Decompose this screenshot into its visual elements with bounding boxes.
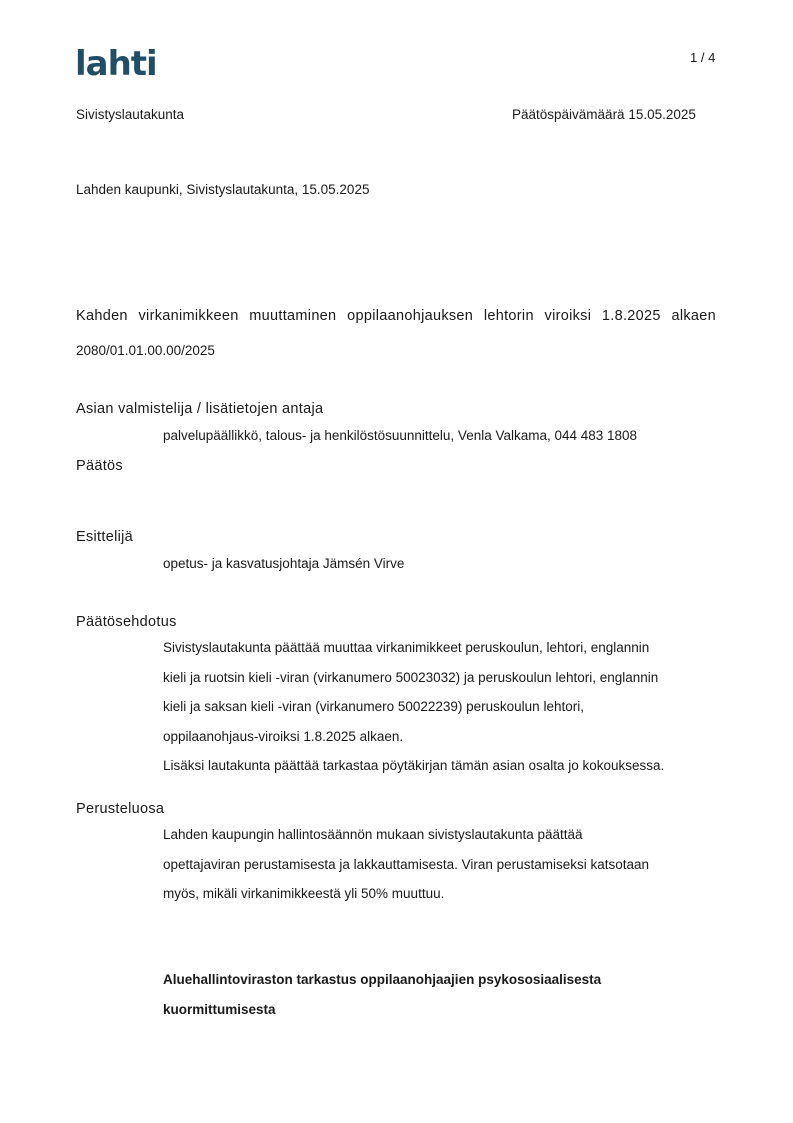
board-name: Sivistyslautakunta [76, 107, 185, 122]
rationale-line: Lahden kaupungin hallintosäännön mukaan sivistyslautakunta päättää [163, 827, 583, 842]
proposal-body [163, 633, 723, 781]
proposal-line: Sivistyslautakunta päättää muuttaa virkanimikkeet peruskoulun, lehtori, englannin [163, 640, 650, 655]
rationale-line: myös, mikäli virkanimikkeestä yli 50% muuttuu. [163, 886, 445, 901]
preparer-heading: Asian valmistelija / lisätietojen antaja [76, 401, 324, 417]
subheading-line: kuormittumisesta [163, 1001, 276, 1017]
subheading-line: Aluehallintoviraston tarkastus oppilaanohjaajien psykososiaalisesta [163, 972, 602, 987]
meeting-line: Lahden kaupunki, Sivistyslautakunta, 15.05.2025 [76, 182, 370, 197]
rationale-heading: Perusteluosa [76, 801, 165, 817]
proposal-line: Lisäksi lautakunta päättää tarkastaa pöytäkirjan tämän asian osalta jo kokouksessa. [163, 758, 665, 773]
rationale-line: opettajaviran perustamisesta ja lakkauttamisesta. Viran perustamiseksi katsotaan [163, 856, 649, 872]
section-subheading [163, 965, 723, 1024]
proposal-line: kieli ja ruotsin kieli -viran (virkanumero 50023032) ja peruskoulun lehtori, englannin [163, 669, 659, 685]
proposal-line: oppilaanohjaus-viroiksi 1.8.2025 alkaen. [163, 728, 404, 744]
document-title: Kahden virkanimikkeen muuttaminen oppilaanohjauksen lehtorin viroiksi 1.8.2025 alkaen [76, 308, 716, 324]
page-number: 1 / 4 [690, 50, 716, 65]
rationale-body [163, 820, 723, 909]
lahti-logo: lahti [75, 44, 157, 84]
presenter-text: opetus- ja kasvatusjohtaja Jämsén Virve [163, 556, 405, 571]
decision-heading: Päätös [76, 458, 123, 474]
decision-date: Päätöspäivämäärä 15.05.2025 [512, 107, 696, 122]
proposal-line: kieli ja saksan kieli -viran (virkanumero 50022239) peruskoulun lehtori, [163, 699, 584, 714]
preparer-text: palvelupäällikkö, talous- ja henkilöstösuunnittelu, Venla Valkama, 044 483 1808 [163, 428, 638, 443]
document-reference: 2080/01.01.00.00/2025 [76, 343, 215, 358]
presenter-heading: Esittelijä [76, 529, 133, 545]
proposal-heading: Päätösehdotus [76, 614, 177, 630]
